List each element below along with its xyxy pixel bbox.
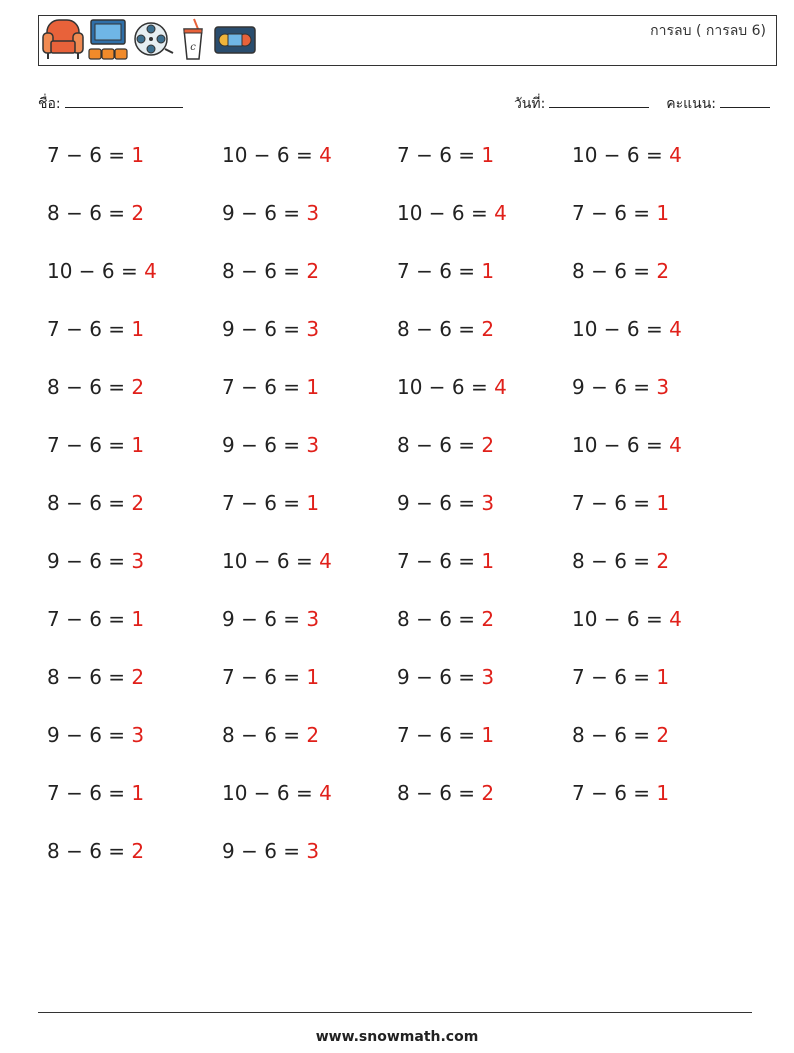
problem-question: 8 − 6 = [572,259,657,283]
soda-cup-icon [178,17,208,65]
problem-item [47,259,157,283]
problem-item [572,723,669,747]
problem-item [47,723,144,747]
problem-item [572,491,669,515]
problem-answer: 2 [656,549,670,573]
problem-question: 7 − 6 = [397,723,482,747]
problem-row [47,259,747,293]
problem-question: 8 − 6 = [222,259,307,283]
problem-row [47,839,747,873]
score-label: คะแนน: [666,96,716,112]
problem-item [572,143,682,167]
problem-item [222,433,319,457]
problem-row [47,491,747,525]
problem-item [47,549,144,573]
problem-answer: 2 [131,491,145,515]
problem-question: 8 − 6 = [397,433,482,457]
problem-answer: 2 [481,317,495,341]
problem-answer: 3 [306,201,320,225]
problem-answer: 4 [494,201,507,225]
problem-answer: 1 [306,491,320,515]
problem-item [397,433,494,457]
problem-answer: 2 [306,723,320,747]
problem-item [397,201,507,225]
header-icons [42,19,258,63]
problem-question: 10 − 6 = [222,143,320,167]
problem-item [572,607,682,631]
problem-answer: 1 [131,317,145,341]
problem-item [222,723,319,747]
problem-row [47,375,747,409]
problem-answer: 4 [669,433,682,457]
problem-item [572,375,669,399]
problem-question: 10 − 6 = [572,433,670,457]
problem-row [47,781,747,815]
film-reel-icon [132,17,174,65]
problem-item [47,317,144,341]
svg-text:c: c [190,42,196,53]
problem-item [222,665,319,689]
problem-item [397,317,494,341]
date-blank [549,93,649,108]
problem-question: 7 − 6 = [572,781,657,805]
problem-item [47,143,144,167]
problem-answer: 4 [669,143,682,167]
problem-answer: 4 [144,259,157,283]
problem-question: 7 − 6 = [222,491,307,515]
problem-answer: 1 [656,491,670,515]
problem-item [397,607,494,631]
problem-answer: 1 [481,143,495,167]
problem-question: 7 − 6 = [222,665,307,689]
problem-item [572,201,669,225]
problem-question: 10 − 6 = [222,781,320,805]
problem-answer: 1 [306,665,320,689]
problem-answer: 2 [306,259,320,283]
problem-item [222,143,332,167]
problem-item [47,781,144,805]
problem-question: 9 − 6 = [47,549,132,573]
problem-item [222,201,319,225]
problem-item [47,607,144,631]
problem-item [572,781,669,805]
problem-item [222,375,319,399]
problem-answer: 2 [481,433,495,457]
problem-question: 7 − 6 = [47,607,132,631]
problem-answer: 3 [306,839,320,863]
problem-question: 7 − 6 = [572,201,657,225]
problem-row [47,433,747,467]
problem-question: 8 − 6 = [47,491,132,515]
problem-row [47,201,747,235]
problem-answer: 2 [131,665,145,689]
problem-question: 7 − 6 = [397,143,482,167]
problem-question: 10 − 6 = [222,549,320,573]
problem-item [47,201,144,225]
problem-question: 9 − 6 = [222,433,307,457]
problem-item [572,665,669,689]
problem-item [397,781,494,805]
problem-question: 8 − 6 = [47,201,132,225]
problem-answer: 1 [481,259,495,283]
problem-question: 10 − 6 = [572,143,670,167]
problem-row [47,143,747,177]
problem-answer: 2 [656,723,670,747]
problem-answer: 1 [656,201,670,225]
date-label: วันที่: [513,96,546,112]
problem-answer: 1 [306,375,320,399]
problem-question: 7 − 6 = [397,259,482,283]
armchair-icon [42,17,84,65]
problem-question: 7 − 6 = [47,143,132,167]
problem-answer: 3 [306,317,320,341]
problem-item [47,839,144,863]
vhs-tape-icon [212,17,258,65]
problem-question: 7 − 6 = [47,433,132,457]
problem-answer: 1 [131,781,145,805]
problem-question: 8 − 6 = [47,375,132,399]
date-score-fields [514,93,770,115]
problem-row [47,665,747,699]
problem-answer: 4 [494,375,507,399]
problem-item [47,433,144,457]
problem-question: 9 − 6 = [222,607,307,631]
worksheet-title: การลบ ( การลบ 6) [650,23,766,39]
problem-question: 9 − 6 = [222,839,307,863]
problem-answer: 2 [131,839,145,863]
problem-answer: 1 [131,433,145,457]
problem-question: 8 − 6 = [397,781,482,805]
problem-row [47,317,747,351]
problem-item [47,491,144,515]
problem-question: 10 − 6 = [397,375,495,399]
problem-answer: 2 [481,781,495,805]
problem-answer: 2 [131,375,145,399]
tv-screen-icon [88,17,128,65]
problem-question: 10 − 6 = [572,317,670,341]
problem-row [47,723,747,757]
problem-question: 10 − 6 = [397,201,495,225]
problem-question: 7 − 6 = [397,549,482,573]
problem-answer: 1 [131,607,145,631]
problem-answer: 1 [656,665,670,689]
name-label: ชื่อ: [38,96,61,112]
problem-item [572,549,669,573]
problem-row [47,607,747,641]
problem-question: 8 − 6 = [222,723,307,747]
problem-answer: 3 [306,433,320,457]
problem-item [572,317,682,341]
problem-question: 10 − 6 = [47,259,145,283]
problem-answer: 3 [656,375,670,399]
problem-question: 7 − 6 = [572,491,657,515]
problem-item [397,723,494,747]
problem-answer: 1 [656,781,670,805]
footer-divider [38,1012,752,1013]
problem-answer: 2 [481,607,495,631]
problem-item [222,607,319,631]
problem-question: 10 − 6 = [572,607,670,631]
problem-item [222,549,332,573]
problem-answer: 3 [481,665,495,689]
problem-question: 9 − 6 = [572,375,657,399]
problem-item [47,375,144,399]
problem-item [397,491,494,515]
problem-question: 7 − 6 = [222,375,307,399]
score-blank [720,93,770,108]
problem-question: 9 − 6 = [222,201,307,225]
name-field [38,93,183,115]
problem-answer: 2 [131,201,145,225]
problem-answer: 3 [481,491,495,515]
problem-answer: 3 [131,723,145,747]
problem-item [572,433,682,457]
problem-question: 8 − 6 = [397,317,482,341]
problem-answer: 2 [656,259,670,283]
problem-item [222,491,319,515]
problem-item [397,549,494,573]
problem-answer: 1 [481,723,495,747]
problem-answer: 3 [131,549,145,573]
problem-item [572,259,669,283]
problem-question: 9 − 6 = [47,723,132,747]
problem-question: 8 − 6 = [397,607,482,631]
problem-question: 9 − 6 = [397,491,482,515]
problem-answer: 4 [319,549,332,573]
problem-answer: 4 [669,317,682,341]
problem-question: 7 − 6 = [47,317,132,341]
problem-item [222,839,319,863]
problem-question: 8 − 6 = [572,723,657,747]
problem-answer: 4 [319,143,332,167]
problem-answer: 1 [131,143,145,167]
footer-url: www.snowmath.com [315,1029,479,1045]
problem-item [397,665,494,689]
problem-item [47,665,144,689]
problem-question: 9 − 6 = [397,665,482,689]
problem-answer: 4 [669,607,682,631]
problem-item [222,781,332,805]
problem-answer: 4 [319,781,332,805]
name-blank [65,93,183,108]
problem-question: 8 − 6 = [572,549,657,573]
problem-question: 8 − 6 = [47,665,132,689]
problem-answer: 3 [306,607,320,631]
problem-question: 9 − 6 = [222,317,307,341]
problem-item [222,317,319,341]
worksheet-header [38,15,777,66]
problem-item [222,259,319,283]
problem-item [397,259,494,283]
problem-question: 8 − 6 = [47,839,132,863]
problem-question: 7 − 6 = [47,781,132,805]
problem-item [397,143,494,167]
problem-row [47,549,747,583]
problem-answer: 1 [481,549,495,573]
problem-question: 7 − 6 = [572,665,657,689]
problem-item [397,375,507,399]
